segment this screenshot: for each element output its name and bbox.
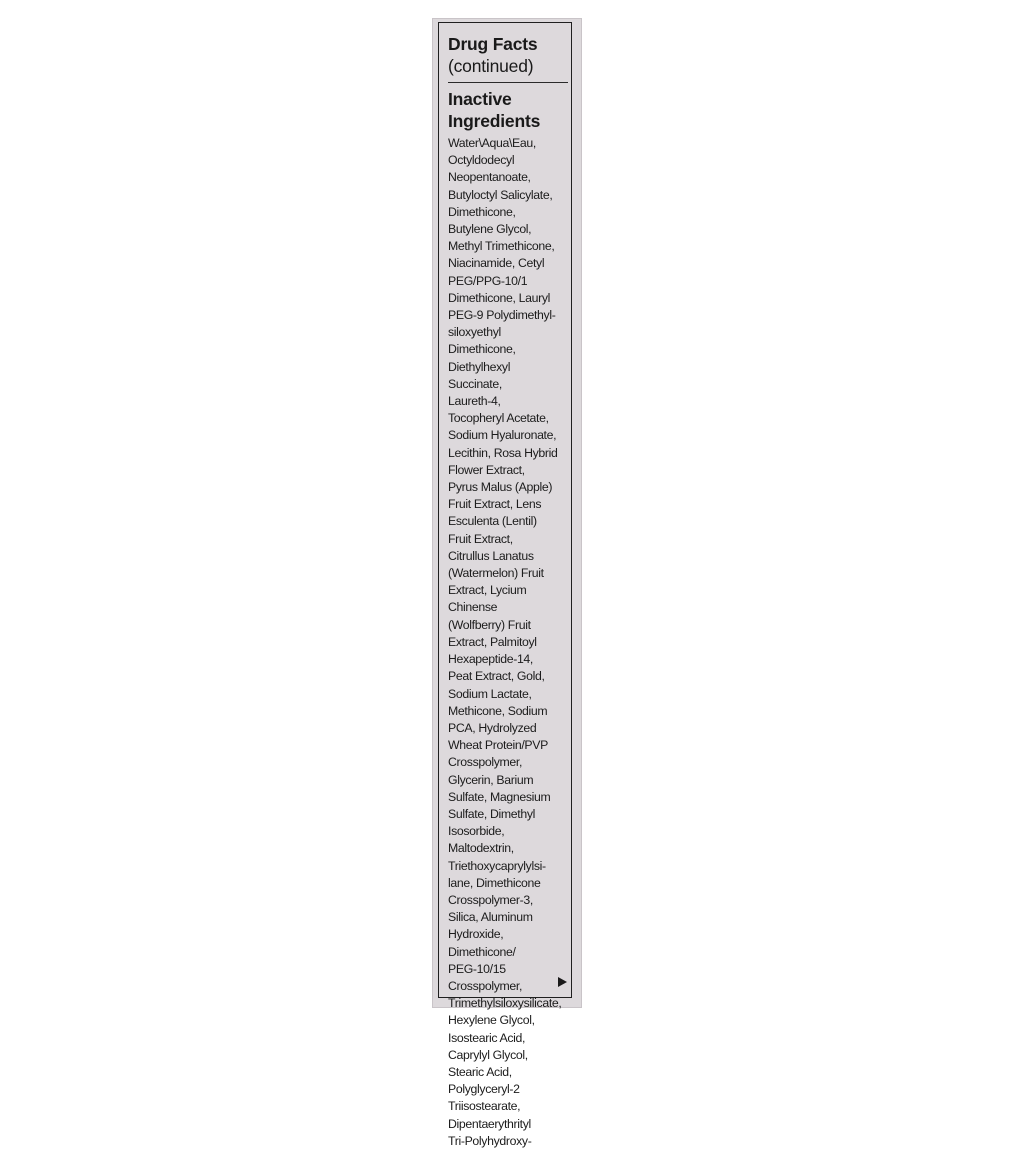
ingredient-line: Citrullus Lanatus [448,548,534,563]
ingredient-line: Hexylene Glycol, [448,1013,535,1028]
ingredient-line: Water\Aqua\Eau, [448,136,536,150]
ingredient-line: Octyldodecyl [448,153,515,168]
ingredient-line: Diethylhexyl [448,359,511,374]
ingredient-line: Dimethicone/ [448,944,516,959]
ingredient-line: Chinense [448,600,498,615]
ingredient-line: Polyglyceryl-2 [448,1082,520,1097]
ingredient-line: Fruit Extract, [448,531,513,546]
ingredient-line: Hydroxide, [448,927,504,942]
ingredient-line: Sulfate, Dimethyl [448,806,535,821]
ingredient-line: Dipentaerythrityl [448,1116,531,1131]
ingredient-line: Triisostearate, [448,1099,521,1114]
ingredient-line: Tri-Polyhydroxy- [448,1133,532,1148]
ingredient-line: Butyloctyl Salicylate, [448,187,553,202]
ingredient-line: Caprylyl Glycol, [448,1047,528,1062]
ingredient-line: Glycerin, Barium [448,772,534,787]
ingredient-line: Sodium Hyaluronate, [448,428,557,443]
ingredient-line: lane, Dimethicone [448,875,541,890]
ingredient-line: Methyl Trimethicone, [448,239,555,254]
ingredient-line: Methicone, Sodium [448,703,548,718]
ingredient-line: Tocopheryl Acetate, [448,411,549,426]
ingredient-line: Stearic Acid, [448,1064,512,1079]
ingredient-line: Hexapeptide-14, [448,652,533,667]
ingredient-line: Pyrus Malus (Apple) [448,480,553,495]
drug-facts-title: Drug Facts [448,34,538,54]
ingredient-line: PEG/PPG-10/1 [448,273,528,288]
ingredient-line: siloxyethyl [448,325,501,340]
ingredient-line: Sodium Lactate, [448,686,532,701]
ingredient-line: Isostearic Acid, [448,1030,526,1045]
inactive-ingredients-heading [448,88,571,132]
ingredient-line: Butylene Glycol, [448,222,532,237]
ingredient-line: Laureth-4, [448,394,501,409]
ingredient-line: Niacinamide, Cetyl [448,256,545,271]
ingredient-line: Esculenta (Lentil) [448,514,537,529]
section-divider [448,82,568,83]
right-triangle-arrow-icon [558,977,567,987]
ingredient-line: Peat Extract, Gold, [448,669,545,684]
ingredient-line: Sulfate, Magnesium [448,789,551,804]
ingredient-line: Silica, Aluminum [448,910,533,925]
ingredient-line: PCA, Hydrolyzed [448,720,537,735]
ingredient-line: Maltodextrin, [448,841,514,856]
ingredient-line: Crosspolymer-3, [448,892,533,907]
heading-line-1: Inactive [448,89,512,109]
heading-line-2: Ingredients [448,111,541,131]
ingredient-line: Lecithin, Rosa Hybrid [448,445,558,460]
ingredient-line: Dimethicone, [448,204,516,219]
ingredient-line: Extract, Palmitoyl [448,634,537,649]
ingredient-line: Flower Extract, [448,462,525,477]
ingredient-line: Neopentanoate, [448,170,531,185]
ingredient-line: Isosorbide, [448,824,505,839]
ingredient-line: Extract, Lycium [448,583,527,598]
ingredient-line: PEG-9 Polydimethyl- [448,308,556,323]
ingredient-line: Crosspolymer, [448,755,523,770]
ingredient-line: Crosspolymer, [448,978,523,993]
drug-facts-panel [438,22,572,1148]
ingredient-line: Wheat Protein/PVP [448,738,548,753]
ingredient-line: (Watermelon) Fruit [448,566,544,581]
ingredient-line: PEG-10/15 [448,961,506,976]
ingredient-line: Trimethylsiloxysilicate, [448,996,562,1011]
ingredient-line: Succinate, [448,376,502,391]
ingredient-list [448,135,571,1150]
drug-facts-subtitle: (continued) [448,56,534,76]
ingredient-line: Dimethicone, [448,342,516,357]
ingredient-line: (Wolfberry) Fruit [448,617,531,632]
ingredient-line: Fruit Extract, Lens [448,497,542,512]
ingredient-line: Triethoxycaprylylsi- [448,858,546,873]
ingredient-line: Dimethicone, Lauryl [448,290,551,305]
